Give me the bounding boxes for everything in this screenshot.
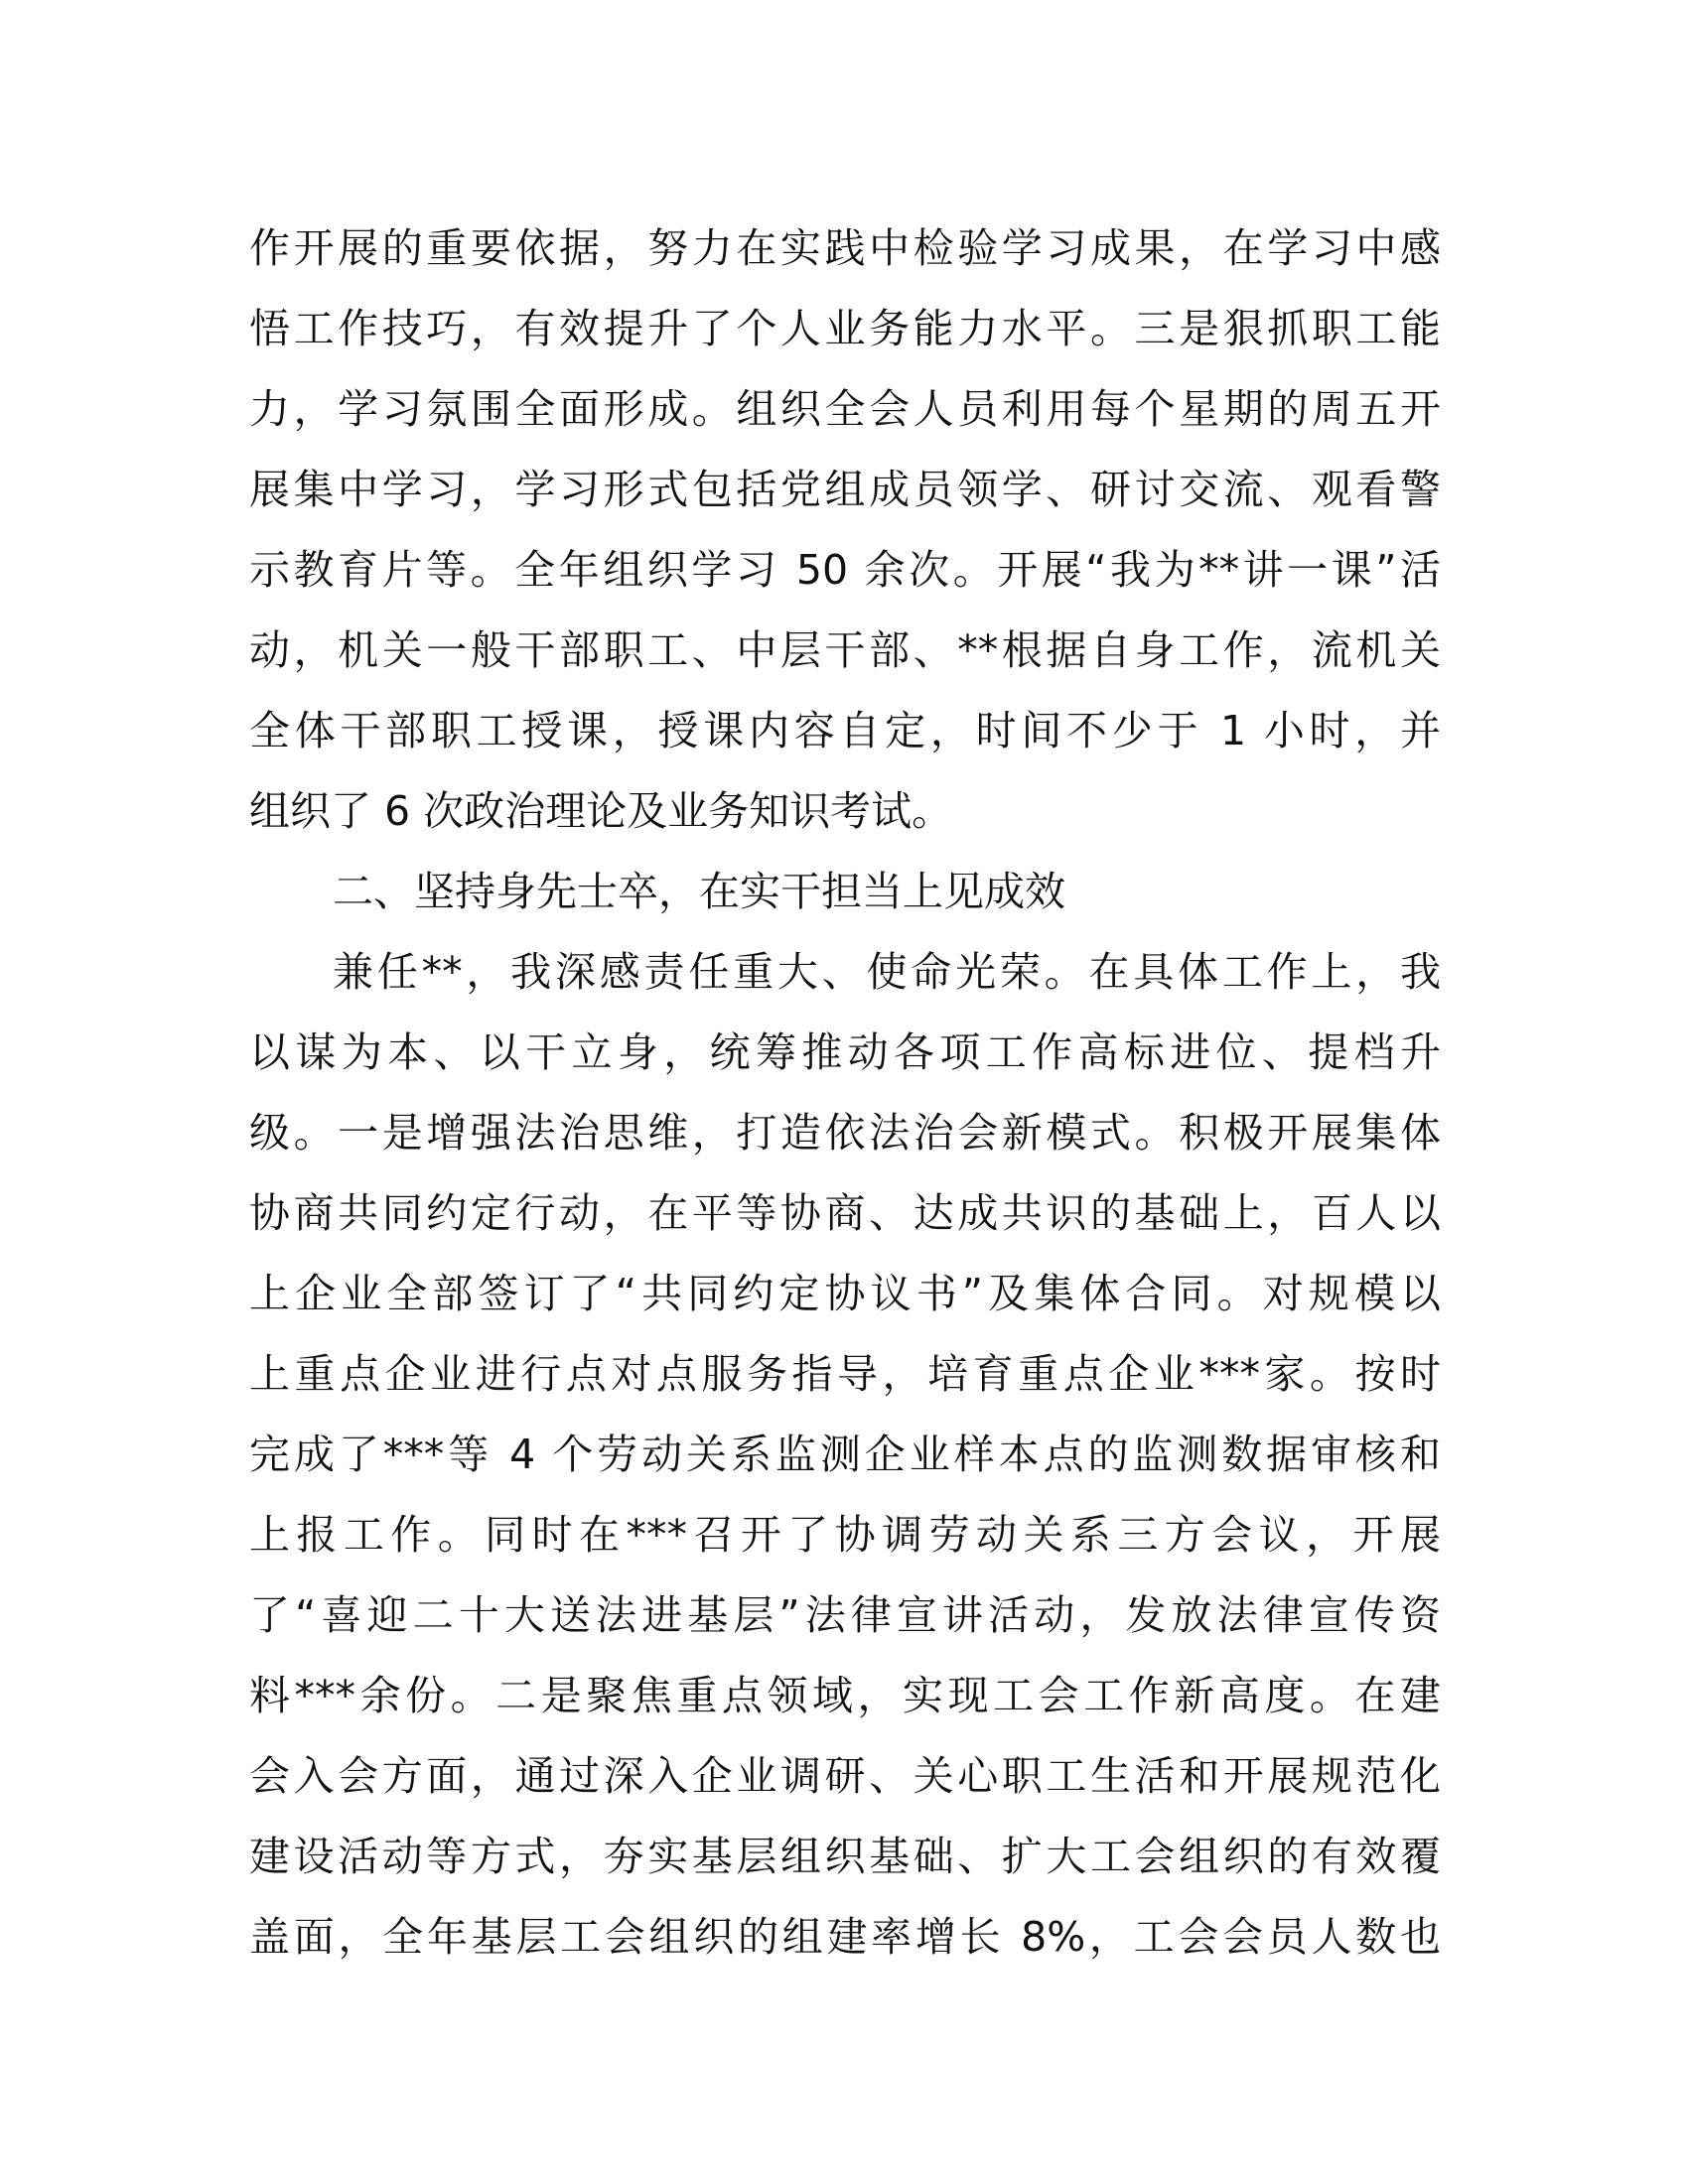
text-line: 盖面，全年基层工会组织的组建率增长 8%，工会会员人数也 [249, 1913, 1441, 1961]
text-line: 上重点企业进行点对点服务指导，培育重点企业***家。按时 [249, 1350, 1441, 1398]
text-line: 动，机关一般干部职工、中层干部、**根据自身工作，流机关 [249, 626, 1441, 674]
text-line: 料***余份。二是聚焦重点领域，实现工会工作新高度。在建 [249, 1672, 1441, 1719]
text-line: 组织了 6 次政治理论及业务知识考试。 [249, 787, 953, 835]
paragraph-2 [249, 932, 1441, 1978]
text-line: 级。一是增强法治思维，打造依法治会新模式。积极开展集体 [249, 1109, 1441, 1157]
text-line: 作开展的重要依据，努力在实践中检验学习成果，在学习中感 [249, 224, 1441, 272]
text-line: 会入会方面，通过深入企业调研、关心职工生活和开展规范化 [249, 1752, 1441, 1800]
text-line: 上企业全部签订了“共同约定协议书”及集体合同。对规模以 [249, 1270, 1441, 1317]
text-line: 上报工作。同时在***召开了协调劳动关系三方会议，开展 [249, 1511, 1441, 1559]
text-line: 兼任**，我深感责任重大、使命光荣。在具体工作上，我 [333, 948, 1441, 996]
text-line: 悟工作技巧，有效提升了个人业务能力水平。三是狠抓职工能 [249, 305, 1441, 352]
text-line: 力，学习氛围全面形成。组织全会人员利用每个星期的周五开 [249, 385, 1441, 433]
paragraph-1 [249, 208, 1441, 852]
text-line: 以谋为本、以干立身，统筹推动各项工作高标进位、提档升 [249, 1028, 1441, 1076]
text-line: 全体干部职工授课，授课内容自定，时间不少于 1 小时，并 [249, 707, 1441, 754]
text-line: 建设活动等方式，夯实基层组织基础、扩大工会组织的有效覆 [249, 1833, 1441, 1880]
document-body [249, 208, 1441, 1978]
text-line: 了“喜迎二十大送法进基层”法律宣讲活动，发放法律宣传资 [249, 1591, 1441, 1639]
text-line: 协商共同约定行动，在平等协商、达成共识的基础上，百人以 [249, 1189, 1441, 1237]
text-line: 完成了***等 4 个劳动关系监测企业样本点的监测数据审核和 [249, 1431, 1441, 1478]
section-heading: 二、坚持身先士卒，在实干担当上见成效 [333, 868, 1065, 915]
text-line: 展集中学习，学习形式包括党组成员领学、研讨交流、观看警 [249, 466, 1441, 513]
text-line: 示教育片等。全年组织学习 50 余次。开展“我为**讲一课”活 [249, 546, 1441, 594]
